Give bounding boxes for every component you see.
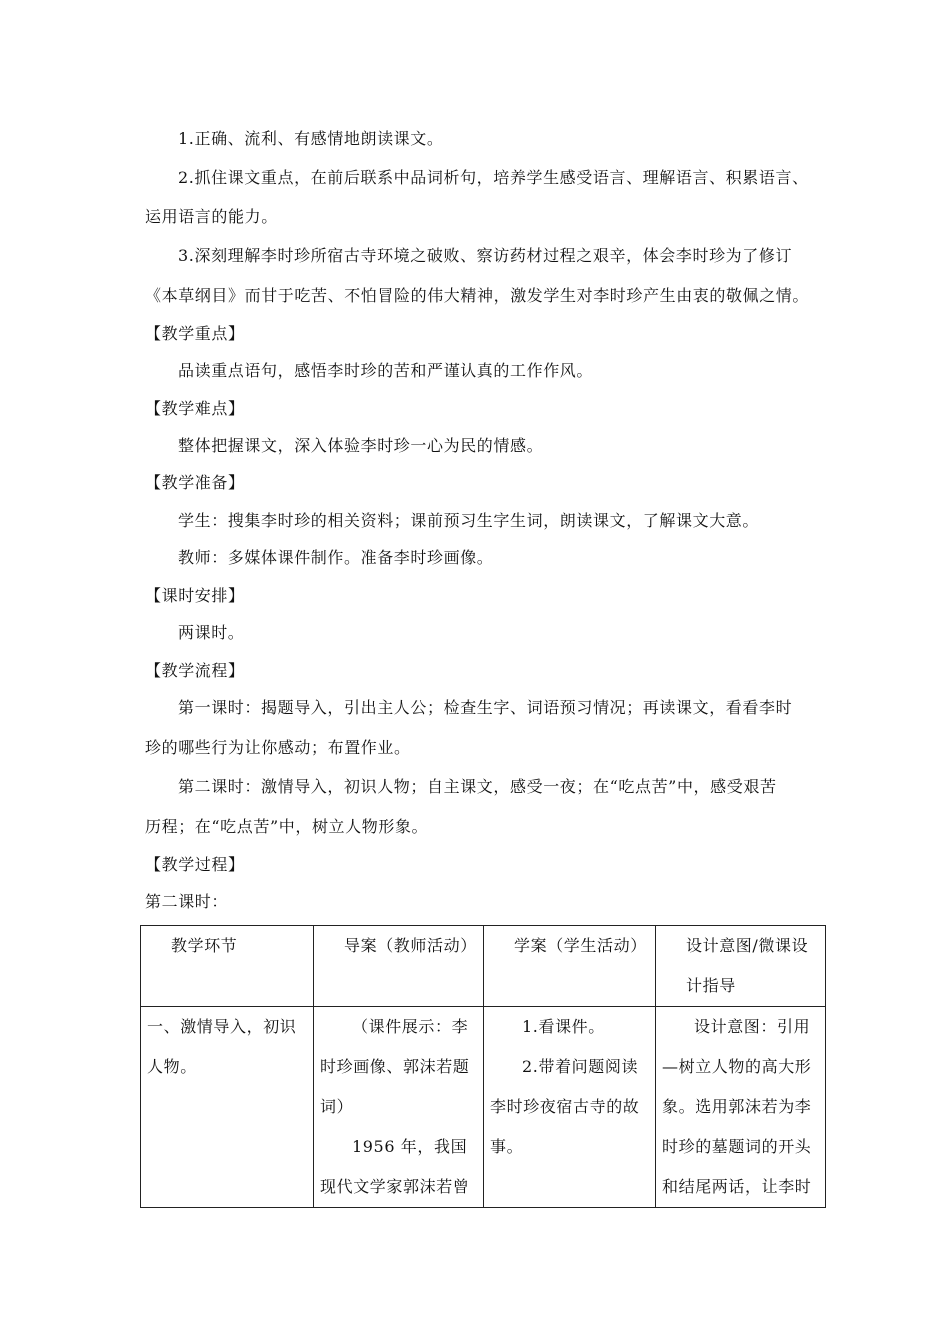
difficulty-heading: 【教学难点】 — [145, 399, 245, 418]
flow-lesson1: 第一课时：揭题导入，引出主人公；检查生字、词语预习情况；再读课文，看看李时 — [178, 698, 793, 717]
objective-3-cont: 《本草纲目》而甘于吃苦、不怕冒险的伟大精神，激发学生对李时珍产生由衷的敬佩之情。 — [145, 286, 810, 305]
flow-lesson2-cont: 历程；在“吃点苦”中，树立人物形象。 — [145, 817, 429, 836]
flow-lesson1-cont: 珍的哪些行为让你感动；布置作业。 — [145, 738, 411, 757]
objective-1: 1.正确、流利、有感情地朗读课文。 — [178, 129, 444, 148]
flow-heading: 【教学流程】 — [145, 661, 245, 680]
table-header-row — [141, 926, 826, 1007]
preparation-teacher: 教师：多媒体课件制作。准备李时珍画像。 — [178, 548, 494, 567]
cell-teacher: （课件展示：李 时珍画像、郭沫若题 词） 1956 年，我国 现代文学家郭沫若曾 — [314, 1007, 484, 1208]
schedule-text: 两课时。 — [178, 623, 245, 642]
preparation-student: 学生：搜集李时珍的相关资料；课前预习生字生词，朗读课文，了解课文大意。 — [178, 511, 760, 530]
objective-2-cont: 运用语言的能力。 — [145, 207, 278, 226]
key-points-heading: 【教学重点】 — [145, 324, 245, 343]
header-stage: 教学环节 — [141, 926, 314, 1007]
flow-lesson2: 第二课时：激情导入，初识人物；自主课文，感受一夜；在“吃点苦”中，感受艰苦 — [178, 777, 777, 796]
lesson-table — [140, 925, 826, 1208]
objective-3: 3.深刻理解李时珍所宿古寺环境之破败、察访药材过程之艰辛，体会李时珍为了修订 — [178, 246, 793, 265]
header-design: 设计意图/微课设 计指导 — [656, 926, 826, 1007]
process-subheading: 第二课时： — [145, 892, 229, 911]
table-row — [141, 1007, 826, 1208]
header-student: 学案（学生活动） — [484, 926, 656, 1007]
preparation-heading: 【教学准备】 — [145, 473, 245, 492]
cell-design: 设计意图：引用 —树立人物的高大形 象。选用郭沫若为李 时珍的墓题词的开头 和结尾两话，让李时 — [656, 1007, 826, 1208]
process-heading: 【教学过程】 — [145, 855, 245, 874]
key-points-text: 品读重点语句，感悟李时珍的苦和严谨认真的工作作风。 — [178, 361, 594, 380]
difficulty-text: 整体把握课文，深入体验李时珍一心为民的情感。 — [178, 436, 544, 455]
cell-stage: 一、激情导入，初识 人物。 — [141, 1007, 314, 1208]
header-teacher: 导案（教师活动） — [314, 926, 484, 1007]
schedule-heading: 【课时安排】 — [145, 586, 245, 605]
objective-2: 2.抓住课文重点，在前后联系中品词析句，培养学生感受语言、理解语言、积累语言、 — [178, 168, 809, 187]
cell-student: 1.看课件。 2.带着问题阅读 李时珍夜宿古寺的故 事。 — [484, 1007, 656, 1208]
